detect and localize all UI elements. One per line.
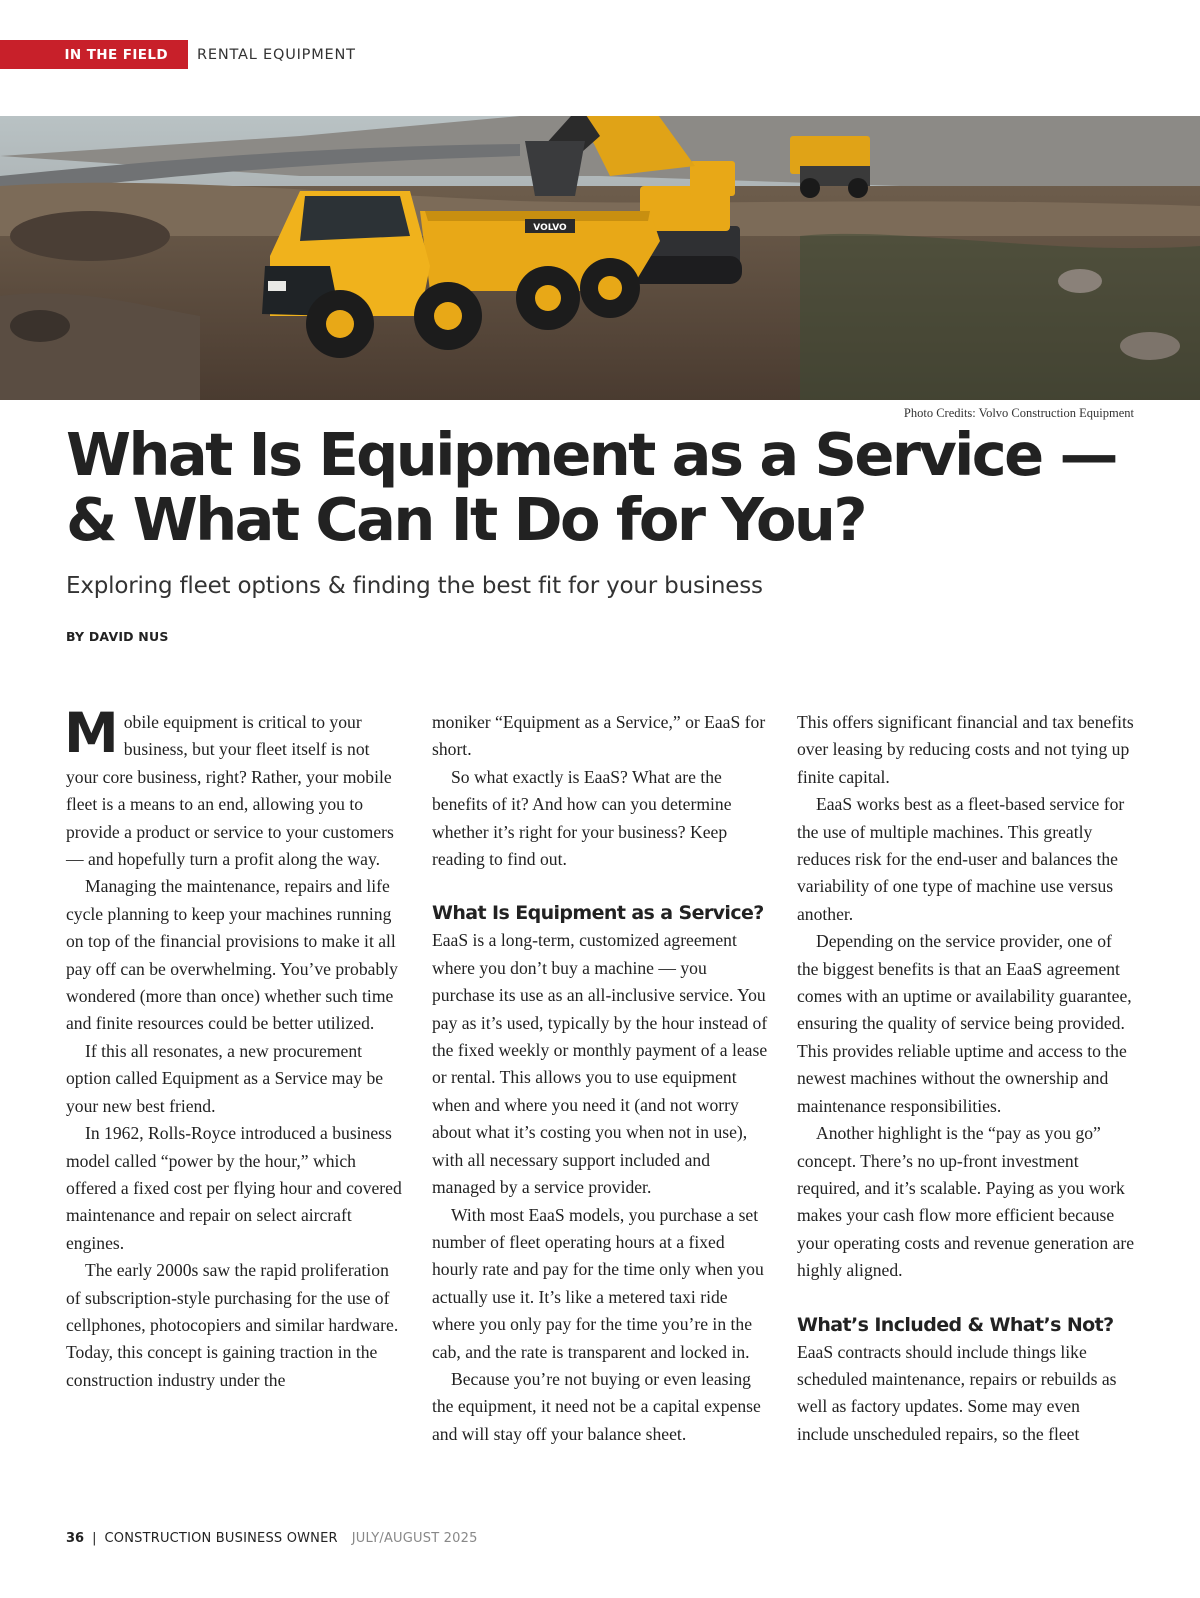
paragraph: In 1962, Rolls-Royce introduced a business model called “power by the hour,” which offered a fixed cost per flying hour and covered maintenance and repair on select aircraft engines. bbox=[66, 1123, 402, 1253]
paragraph: This offers significant financial and tax benefits over leasing by reducing costs and not tying up finite capital. bbox=[797, 712, 1134, 787]
page-footer bbox=[66, 1531, 478, 1546]
paragraph: EaaS contracts should include things like scheduled maintenance, repairs or rebuilds as well as factory updates. Some may even include unscheduled repairs, so the fleet bbox=[797, 1341, 1117, 1444]
photo-credit: Photo Credits: Volvo Construction Equipment bbox=[903, 406, 1134, 420]
title-line-2: & What Can It Do for You? bbox=[66, 485, 865, 554]
title-line-1: What Is Equipment as a Service — bbox=[66, 420, 1116, 489]
construction-site-photo bbox=[0, 116, 1200, 400]
page-number: 36 bbox=[66, 1531, 85, 1546]
volvo-badge: VOLVO bbox=[533, 223, 567, 233]
article-title bbox=[66, 422, 1136, 552]
section-tag: IN THE FIELD bbox=[0, 40, 188, 69]
article-subtitle: Exploring fleet options & finding the best fit for your business bbox=[66, 573, 763, 599]
paragraph: Managing the maintenance, repairs and life cycle planning to keep your machines running on top of the financial provisions to make it all pay off can be overwhelming. You’ve probably wondered (more than once) whether such time and finite resources could be better utilized. bbox=[66, 876, 398, 1034]
paragraph: The early 2000s saw the rapid proliferation of subscription-style purchasing for the use of cellphones, photocopiers and similar hardware. Today, this concept is gaining traction in the construction industry under the bbox=[66, 1260, 399, 1390]
drop-cap: M bbox=[64, 701, 119, 765]
paragraph: moniker “Equipment as a Service,” or EaaS for short. bbox=[432, 712, 766, 760]
column-2 bbox=[432, 709, 770, 1448]
paragraph bbox=[64, 701, 404, 873]
section-heading: What’s Included & What’s Not? bbox=[797, 1313, 1114, 1336]
paragraph-text: obile equipment is critical to your business, but your fleet itself is not your core business, right? Rather, your mobile fleet is a means to an end, allowing you to provide a product or service to your customers — and hopefully turn a profit along the way. bbox=[66, 712, 394, 870]
section-label: RENTAL EQUIPMENT bbox=[197, 46, 356, 63]
paragraph: EaaS works best as a fleet-based service for the use of multiple machines. This greatly reduces risk for the end-user and balances the variability of one type of machine use versus another. bbox=[797, 794, 1125, 924]
publication-name: CONSTRUCTION BUSINESS OWNER bbox=[104, 1531, 338, 1546]
paragraph: EaaS is a long-term, customized agreement where you don’t buy a machine — you purchase its use as an all-inclusive service. You pay as it’s used, typically by the hour instead of the fixed weekly or monthly payment of a lease or rental. This allows you to use equipment when and where you need it (and not worry about what it’s costing you when not in use), with all necessary support included and managed by a service provider. bbox=[432, 930, 768, 1198]
paragraph: With most EaaS models, you purchase a set number of fleet operating hours at a fixed hourly rate and pay for the time only when you actually use it. It’s like a metered taxi ride where you only pay for the time you’re in the cab, and the rate is transparent and locked in. bbox=[432, 1204, 764, 1362]
paragraph: Because you’re not buying or even leasing the equipment, it need not be a capital expense and will stay off your balance sheet. bbox=[432, 1368, 761, 1444]
section-heading: What Is Equipment as a Service? bbox=[432, 902, 764, 925]
paragraph: So what exactly is EaaS? What are the benefits of it? And how can you determine whether it’s right for your business? Keep reading to find out. bbox=[432, 766, 732, 870]
paragraph: If this all resonates, a new procurement option called Equipment as a Service may be your new best friend. bbox=[66, 1040, 384, 1116]
paragraph: Depending on the service provider, one of the biggest benefits is that an EaaS agreement comes with an uptime or availability guarantee, ensuring the quality of service being provided. This provides reliable uptime and access to the newest machines without the ownership and maintenance responsibilities. bbox=[797, 931, 1132, 1116]
column-1 bbox=[64, 701, 404, 1394]
paragraph: Another highlight is the “pay as you go” concept. There’s no up-front investment required, and it’s scalable. Paying as you work makes your cash flow more efficient because your operating costs and revenue generation are highly aligned. bbox=[797, 1123, 1135, 1281]
footer-separator: | bbox=[92, 1531, 97, 1546]
column-3 bbox=[797, 709, 1135, 1448]
issue-date: JULY/AUGUST 2025 bbox=[351, 1531, 478, 1546]
byline: BY DAVID NUS bbox=[66, 629, 169, 644]
